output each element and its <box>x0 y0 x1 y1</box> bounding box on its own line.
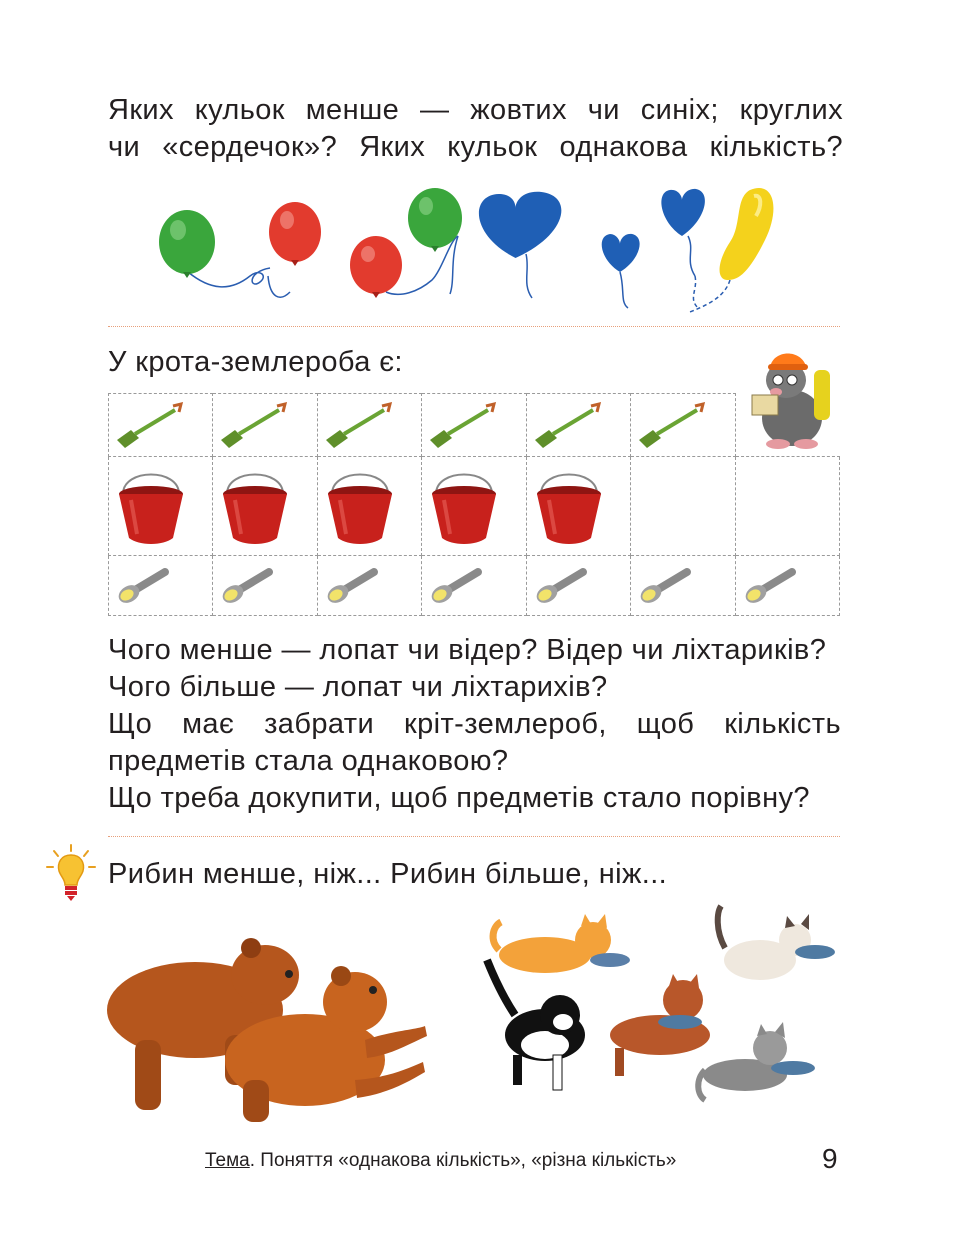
table-cell <box>422 556 526 616</box>
bucket-icon <box>527 464 611 548</box>
table-cell <box>317 457 421 556</box>
balloon-heart-1-icon <box>479 192 561 258</box>
section-divider-1 <box>108 326 840 327</box>
flashlight-icon <box>213 564 283 608</box>
cat-grey-icon <box>698 1022 815 1100</box>
bucket-icon <box>318 464 402 548</box>
table-cell <box>526 556 630 616</box>
bears-illustration <box>105 930 435 1125</box>
cat-brown-icon <box>610 974 710 1076</box>
table-cell <box>735 556 839 616</box>
cat-black-white-icon <box>487 960 585 1090</box>
balloon-heart-2-icon <box>602 234 640 272</box>
table-cell <box>109 556 213 616</box>
page-number: 9 <box>822 1143 838 1174</box>
flashlight-icon <box>527 564 597 608</box>
table-cell <box>109 394 213 457</box>
balloon-green-1-icon <box>159 210 215 278</box>
flashlights-row <box>109 556 840 616</box>
table-cell <box>213 457 317 556</box>
balloons-question-line-1: Яких кульок менше — жовтих чи синіх; круглих <box>108 94 843 126</box>
table-cell <box>526 457 630 556</box>
question-2: Чого більше — лопат чи ліхтарихів? <box>108 671 608 703</box>
table-cell <box>422 394 526 457</box>
question-3-line-2: предметів стала однаковою? <box>108 745 509 777</box>
balloon-heart-3-icon <box>661 189 705 236</box>
buckets-row <box>109 457 840 556</box>
table-cell <box>213 394 317 457</box>
cat-orange-icon <box>493 914 630 973</box>
bucket-icon <box>213 464 297 548</box>
footer-topic-label: Тема <box>205 1150 250 1171</box>
footer-topic-text: . Поняття «однакова кількість», «різна кількість» <box>249 1150 677 1171</box>
table-cell <box>631 556 735 616</box>
shovel-icon <box>318 400 398 450</box>
lightbulb-icon <box>44 843 98 903</box>
shovel-icon <box>422 400 502 450</box>
shovel-icon <box>213 400 293 450</box>
table-cell-empty <box>735 457 839 556</box>
flashlight-icon <box>318 564 388 608</box>
fish-task-text: Рибин менше, ніж... Рибин більше, ніж... <box>108 858 668 890</box>
cats-illustration <box>475 900 840 1120</box>
balloon-red-1-icon <box>269 202 321 266</box>
balloon-red-2-icon <box>350 236 402 298</box>
footer-topic <box>205 1150 676 1172</box>
shovel-icon <box>631 400 711 450</box>
table-cell <box>526 394 630 457</box>
shovel-icon <box>527 400 607 450</box>
balloons-question <box>108 92 843 166</box>
question-3-line-1: Що має забрати кріт-землероб, щоб кількість <box>108 708 841 740</box>
table-cell <box>631 394 735 457</box>
table-cell <box>317 394 421 457</box>
cat-siamese-icon <box>718 906 835 980</box>
bucket-icon <box>109 464 193 548</box>
table-cell-empty <box>735 394 839 457</box>
table-cell-empty <box>631 457 735 556</box>
mole-items-table <box>108 393 840 616</box>
mole-questions <box>108 632 841 817</box>
table-cell <box>109 457 213 556</box>
table-cell <box>422 457 526 556</box>
balloon-yellow-long-icon <box>720 188 774 280</box>
table-cell <box>317 556 421 616</box>
balloons-question-line-2: чи «сердечок»? Яких кульок однакова кількість? <box>108 131 843 163</box>
flashlight-icon <box>736 564 806 608</box>
bucket-icon <box>422 464 506 548</box>
balloon-green-2-icon <box>408 188 462 252</box>
mole-task-title: У крота-землероба є: <box>108 346 403 378</box>
flashlight-icon <box>109 564 179 608</box>
table-cell <box>213 556 317 616</box>
shovel-icon <box>109 400 189 450</box>
section-divider-2 <box>108 836 840 837</box>
question-1: Чого менше — лопат чи відер? Відер чи ліхтариків? <box>108 634 827 666</box>
balloons-illustration <box>150 180 800 320</box>
flashlight-icon <box>422 564 492 608</box>
shovels-row <box>109 394 840 457</box>
flashlight-icon <box>631 564 701 608</box>
question-4: Що треба докупити, щоб предметів стало порівну? <box>108 782 810 814</box>
